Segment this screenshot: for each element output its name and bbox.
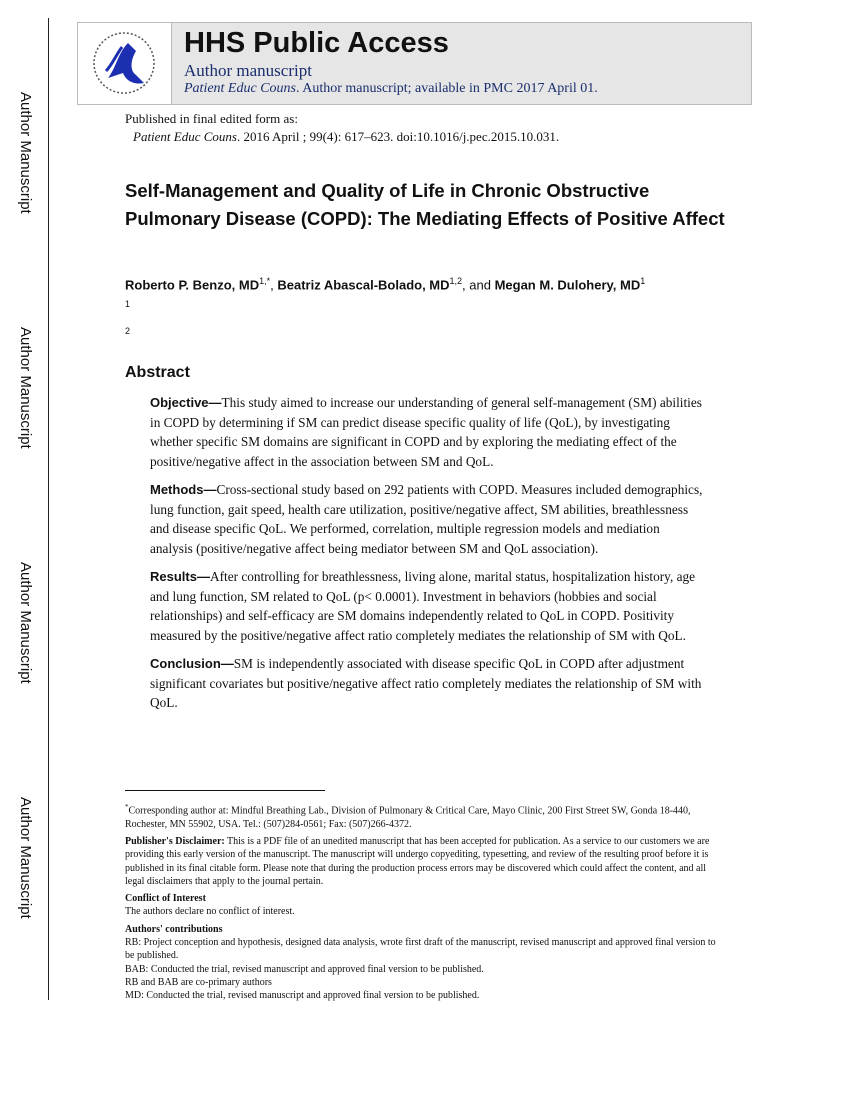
- abstract-objective: [150, 393, 705, 471]
- published-info: [125, 110, 559, 146]
- section-label: Results—: [150, 569, 210, 584]
- coi-text: The authors declare no conflict of interest.: [125, 906, 295, 918]
- availability-text: . Author manuscript; available in PMC 2017 April 01.: [296, 81, 598, 96]
- author-affiliation-mark: 1,*: [259, 276, 271, 286]
- disclaimer-label: Publisher's Disclaimer:: [125, 835, 225, 847]
- section-label: Methods—: [150, 482, 217, 497]
- abstract-heading: Abstract: [125, 364, 190, 381]
- author-name: Beatriz Abascal-Bolado, MD: [277, 277, 450, 293]
- corresponding-text: Corresponding author at: Mindful Breathing Lab., Division of Pulmonary & Critical Care, Mayo Clinic, 200 First Street SW, Gonda 18-440, Rochester, MN 55902, USA. Tel.: (507)284-0561; Fax: (507)266-4372.: [125, 805, 691, 830]
- footnotes: [125, 801, 725, 1002]
- header-title: HHS Public Access: [184, 27, 449, 59]
- journal-name: Patient Educ Couns: [184, 81, 296, 96]
- section-text: SM is independently associated with disease specific QoL in COPD after adjustment significant covariates but positive/negative affect ratio completely mediates the relationship of SM with QoL.: [150, 656, 702, 710]
- coi-heading: [125, 892, 725, 905]
- sidebar-author-manuscript-label: Author Manuscript: [17, 327, 34, 449]
- abstract-conclusion: [150, 654, 705, 713]
- publisher-disclaimer: [125, 835, 725, 888]
- affiliation-1: 1: [125, 299, 131, 309]
- footnote-mark: *: [125, 803, 129, 811]
- contribution-item: RB and BAB are co-primary authors: [125, 976, 272, 988]
- section-text: After controlling for breathlessness, living alone, marital status, hospitalization history, age and lung function, SM related to QoL (p< 0.0001). Investment in behaviors (hobbies and social relationships) and self-efficacy are SM domains independently related to QoL in COPD. Positivity measured by the positive/negative affect ratio completely mediates the relationship of SM with QoL.: [150, 569, 696, 643]
- section-label: Objective—: [150, 395, 222, 410]
- sidebar-author-manuscript-label: Author Manuscript: [17, 562, 34, 684]
- author-separator: , and: [462, 277, 495, 293]
- hhs-logo-icon: [78, 23, 172, 104]
- author-affiliation-mark: 1: [640, 276, 646, 286]
- article-title: Self-Management and Quality of Life in Chronic Obstructive Pulmonary Disease (COPD): The Mediating Effects of Positive Affect: [125, 180, 725, 229]
- disclaimer-text: This is a PDF file of an unedited manuscript that has been accepted for publication. As a service to our customers we are providing this early version of the manuscript. The manuscript will undergo copyediting, typesetting, and review of the resulting proof before it is published in its final citable form. Please note that during the production process errors may be discovered which could affect the content, and all legal disclaimers that apply to the journal pertain.: [125, 835, 710, 887]
- author-name: Megan M. Dulohery, MD: [494, 277, 641, 293]
- footnote-rule: [125, 790, 325, 791]
- contributions-heading: [125, 923, 725, 936]
- section-text: Cross-sectional study based on 292 patients with COPD. Measures included demographics, lung function, gait speed, health care utilization, positive/negative affect, SM abilities, breathlessness and disease specific QoL. We performed, correlation, multiple regression models and mediation analysis (positive/negative affect being mediator between SM and QoL association).: [150, 482, 703, 556]
- author-separator: ,: [270, 277, 278, 293]
- published-citation: [125, 128, 559, 146]
- contribution-item: RB: Project conception and hypothesis, designed data analysis, wrote first draft of the manuscript, revised manuscript and approved final version to be published.: [125, 937, 716, 962]
- contribution-item: MD: Conducted the trial, revised manuscript and approved final version to be published.: [125, 990, 480, 1002]
- author-affiliation-mark: 1,2: [449, 276, 463, 286]
- corresponding-author-note: [125, 801, 725, 831]
- header-subtitle: Author manuscript: [184, 61, 312, 80]
- section-text: This study aimed to increase our understanding of general self-management (SM) abilities in COPD by determining if SM can predict disease specific quality of life (QoL), by investigating whether specific SM domains are significant in COPD and by exploring the mediating effect of the positive/negative affect in the association between SM and QoL.: [150, 395, 702, 469]
- author-name: Roberto P. Benzo, MD: [125, 277, 260, 293]
- hhs-header: [77, 22, 752, 105]
- header-availability: [184, 81, 598, 97]
- abstract-results: [150, 567, 705, 645]
- section-label: Conclusion—: [150, 656, 234, 671]
- citation-text: . 2016 April ; 99(4): 617–623. doi:10.1016/j.pec.2015.10.031.: [237, 129, 560, 144]
- author-list: [125, 276, 645, 292]
- sidebar-author-manuscript-label: Author Manuscript: [17, 92, 34, 214]
- affiliation-2: 2: [125, 326, 131, 336]
- abstract-body: [150, 393, 705, 722]
- abstract-methods: [150, 480, 705, 558]
- contributions-heading-text: Authors' contributions: [125, 923, 223, 935]
- sidebar-author-manuscript-label: Author Manuscript: [17, 797, 34, 919]
- journal-name: Patient Educ Couns: [133, 129, 237, 144]
- published-label: Published in final edited form as:: [125, 111, 298, 126]
- contribution-item: BAB: Conducted the trial, revised manuscript and approved final version to be published.: [125, 963, 484, 975]
- coi-heading-text: Conflict of Interest: [125, 893, 206, 905]
- sidebar-rule: [48, 18, 49, 1000]
